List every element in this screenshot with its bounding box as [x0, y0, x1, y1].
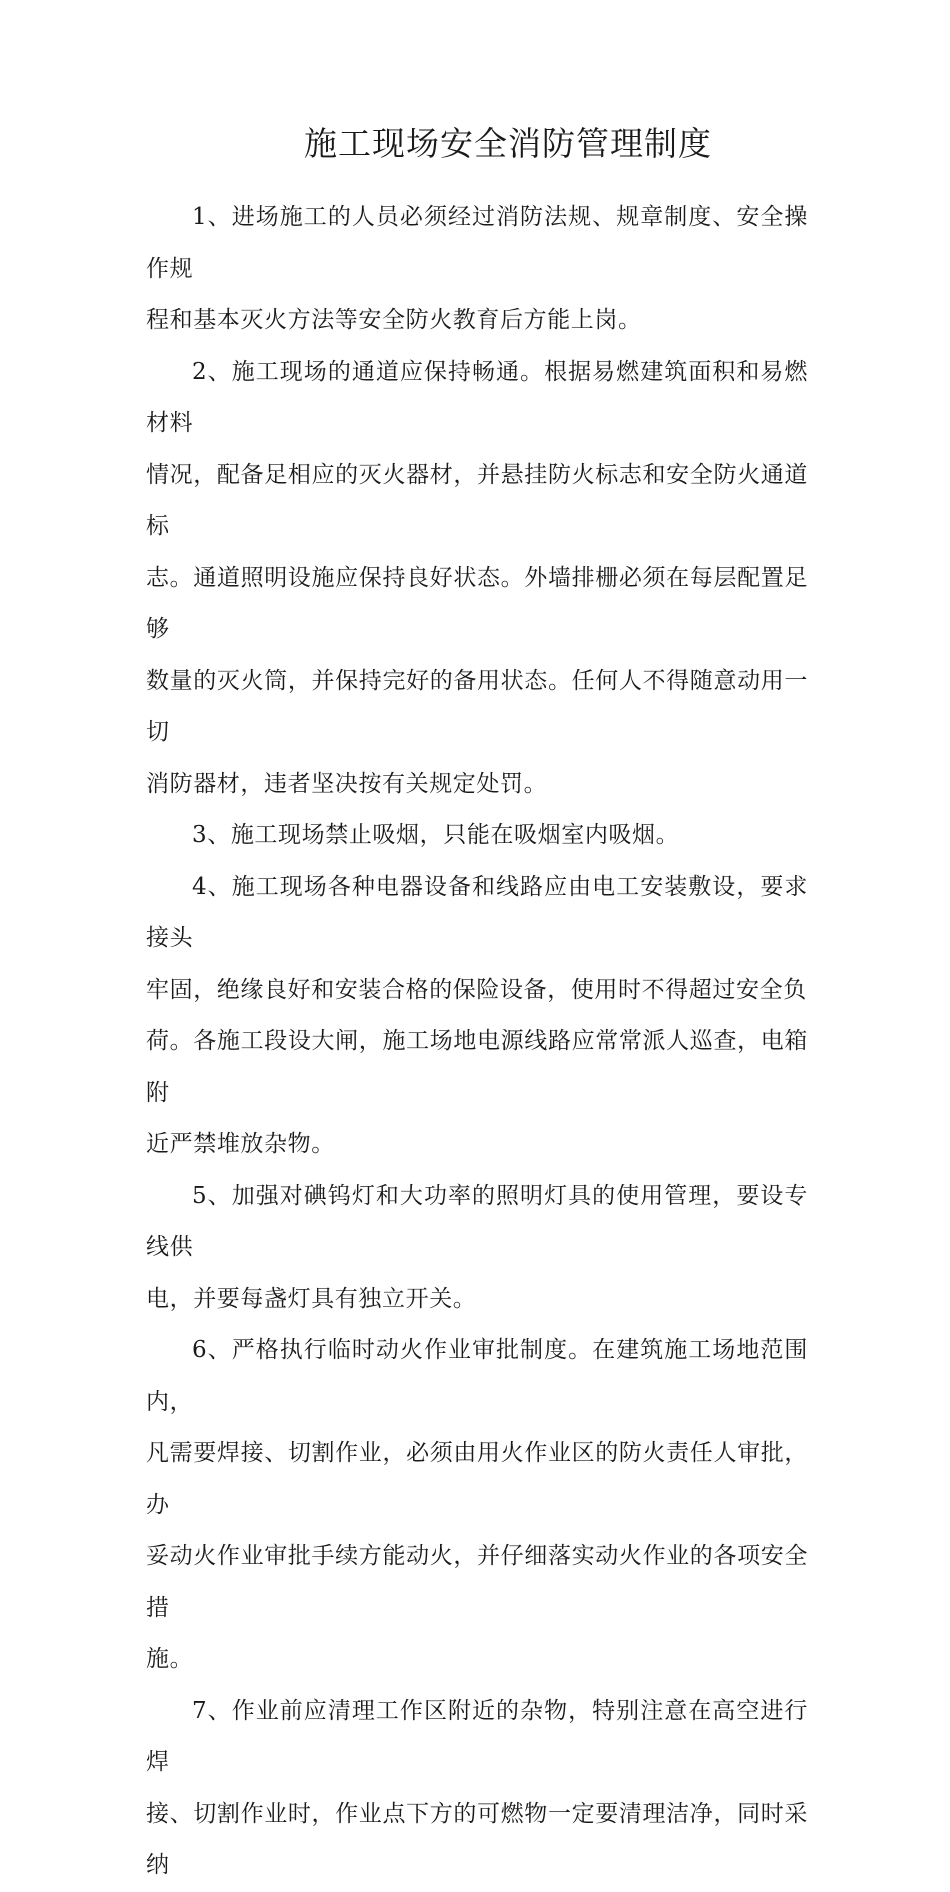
- document-title: 施工现场安全消防管理制度: [304, 124, 712, 163]
- paragraph-line: 妥动火作业审批手续方能动火，并仔细落实动火作业的各项安全措: [146, 1543, 808, 1621]
- paragraph-line: 程和基本灭火方法等安全防火教育后方能上岗。: [146, 307, 642, 333]
- paragraph-line: 凡需要焊接、切割作业，必须由用火作业区的防火责任人审批，办: [146, 1440, 808, 1518]
- paragraph-line: 电，并要每盏灯具有独立开关。: [146, 1285, 477, 1312]
- paragraph-5: [146, 1171, 808, 1326]
- paragraph-line: 2、施工现场的通道应保持畅通。根据易燃建筑面积和易燃材料: [146, 358, 808, 436]
- paragraph-6: [146, 1325, 808, 1686]
- document-body: [146, 192, 808, 1892]
- paragraph-line: 4、施工现场各种电器设备和线路应由电工安装敷设，要求接头: [146, 873, 808, 951]
- paragraph-line: 情况，配备足相应的灭火器材，并悬挂防火标志和安全防火通道标: [146, 461, 808, 539]
- paragraph-line: 3、施工现场禁止吸烟，只能在吸烟室内吸烟。: [192, 822, 680, 848]
- paragraph-1: [146, 192, 808, 347]
- paragraph-line: 7、作业前应清理工作区附近的杂物，特别注意在高空进行焊: [146, 1697, 808, 1775]
- paragraph-line: 6、严格执行临时动火作业审批制度。在建筑施工场地范围内，: [146, 1337, 808, 1415]
- paragraph-7: [146, 1686, 808, 1892]
- paragraph-line: 荷。各施工段设大闸，施工场地电源线路应常常派人巡查，电箱附: [146, 1028, 808, 1106]
- paragraph-line: 牢固，绝缘良好和安装合格的保险设备，使用时不得超过安全负: [146, 976, 807, 1003]
- paragraph-4: [146, 862, 808, 1171]
- paragraph-line: 接、切割作业时，作业点下方的可燃物一定要清理洁净，同时采纳: [146, 1800, 808, 1878]
- paragraph-line: 近严禁堆放杂物。: [146, 1131, 335, 1157]
- paragraph-line: 志。通道照明设施应保持良好状态。外墙排栅必须在每层配置足够: [146, 564, 808, 642]
- paragraph-line: 施。: [146, 1646, 194, 1672]
- paragraph-3: [146, 810, 808, 862]
- paragraph-2: [146, 347, 808, 811]
- paragraph-line: 5、加强对碘钨灯和大功率的照明灯具的使用管理，要设专线供: [146, 1182, 808, 1260]
- paragraph-line: 1、进场施工的人员必须经过消防法规、规章制度、安全操作规: [146, 204, 808, 282]
- paragraph-line: 数量的灭火筒，并保持完好的备用状态。任何人不得随意动用一切: [146, 667, 808, 745]
- paragraph-line: 消防器材，违者坚决按有关规定处罚。: [146, 770, 548, 797]
